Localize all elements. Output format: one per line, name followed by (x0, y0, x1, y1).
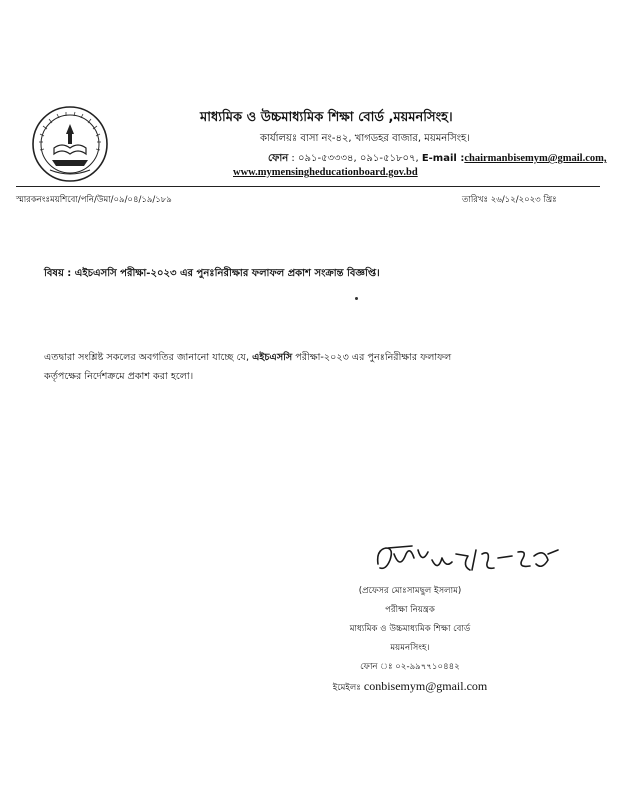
email-label: E-mail : (421, 153, 465, 164)
body-line-1 (44, 351, 584, 366)
board-title: মাধ্যমিক ও উচ্চমাধ্যমিক শিক্ষা বোর্ড ,ময়মনসিংহ। (200, 110, 453, 125)
website-link[interactable]: www.mymensingheducationboard.gov.bd (233, 167, 418, 178)
board-email-link[interactable]: chairmanbisemym@gmail.com, (464, 153, 607, 164)
subject-line: বিষয় : এইচএসসি পরীক্ষা-২০২৩ এর পুনঃনিরীক্ষার ফলাফল প্রকাশ সংক্রান্ত বিজ্ঞপ্তি। (44, 268, 380, 279)
issue-date: তারিখঃ ২৬/১২/২০২৩ খ্রিঃ (462, 195, 557, 205)
body-text-c: পরীক্ষা-২০২৩ এর পুনঃনিরীক্ষার ফলাফল (292, 352, 452, 363)
header-divider (16, 186, 600, 187)
signatory-phone: ফোন ঃ ০২-৯৯৭৭১০৪৪২ (360, 662, 460, 672)
office-address: কার্যালয়ঃ বাসা নং-৪২, খাগডহর বাজার, ময়মনসিংহ। (260, 133, 470, 144)
signatory-name: (প্রফেসর মোঃসামছুল ইসলাম) (358, 586, 462, 596)
signatory-organization: মাধ্যমিক ও উচ্চমাধ্যমিক শিক্ষা বোর্ড (349, 624, 471, 634)
contact-line (268, 151, 607, 168)
phone-numbers: : ০৯১-৫৩৩৩৪, ০৯১-৫১৮০৭, (291, 153, 419, 164)
board-logo-icon (30, 104, 110, 184)
phone-label: ফোন (268, 153, 289, 164)
memo-number: স্মারকনংঃময়শিবো/পনি/উমা/০৯/০৪/১৯/১৮৯ (16, 195, 172, 205)
signatory-block (300, 582, 520, 698)
body-line-2: কর্তৃপক্ষের নির্দেশক্রমে প্রকাশ করা হলো। (44, 371, 194, 382)
body-text-a: এতদ্বারা সংশ্লিষ্ট সকলের অবগতির জানানো যাচ্ছে যে, (44, 352, 253, 363)
signatory-email[interactable]: conbisemym@gmail.com (363, 679, 488, 693)
signatory-city: ময়মনসিংহ। (390, 643, 430, 653)
signatory-email-label: ইমেইলঃ (332, 683, 361, 693)
signatory-email-line (300, 677, 520, 698)
stray-dot (355, 297, 358, 300)
handwritten-signature (372, 540, 562, 586)
signatory-designation: পরীক্ষা নিয়ন্ত্রক (385, 605, 435, 615)
body-text-bold: এইচএসসি (252, 352, 293, 363)
